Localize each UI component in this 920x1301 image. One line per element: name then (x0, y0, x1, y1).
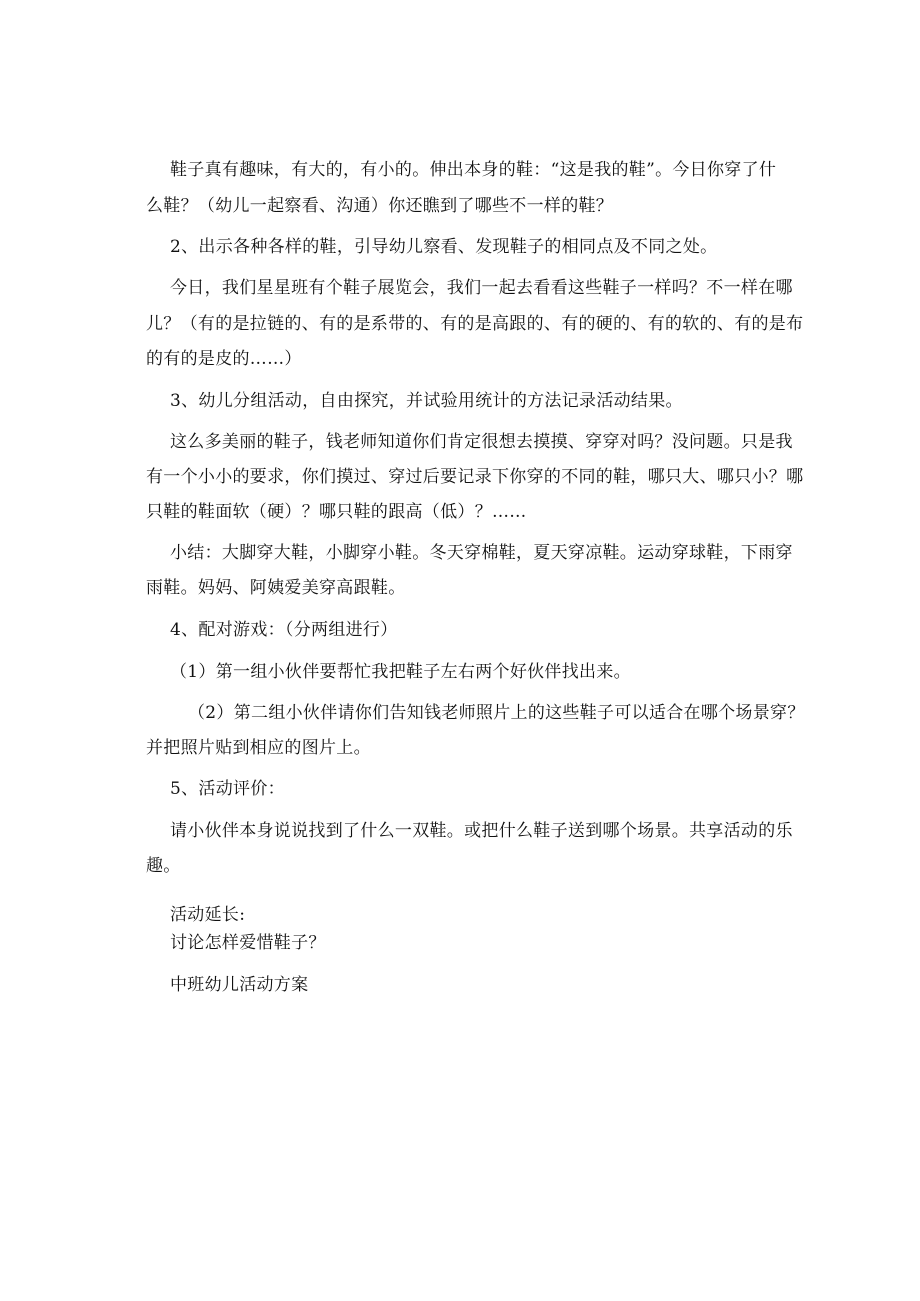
summary-line-2: 雨鞋。妈妈、阿姨爱美穿高跟鞋。 (146, 578, 406, 598)
extension-heading: 活动延长: (170, 905, 246, 925)
step-5-heading: 5、活动评价： (170, 779, 285, 799)
paragraph-exhibition-line-1: 今日，我们星星班有个鞋子展览会，我们一起去看看这些鞋子一样吗？不一样在哪 (170, 278, 793, 298)
step-3-heading: 3、幼儿分组活动，自由探究，并试验用统计的方法记录活动结果。 (170, 391, 683, 411)
evaluation-line-1: 请小伙伴本身说说找到了什么一双鞋。或把什么鞋子送到哪个场景。共享活动的乐 (170, 821, 793, 841)
paragraph-exhibition-line-2: 儿？（有的是拉链的、有的是系带的、有的是高跟的、有的硬的、有的软的、有的是布 (146, 314, 804, 334)
paragraph-explore-line-3: 只鞋的鞋面软（硬）？哪只鞋的跟高（低）？…… (146, 502, 527, 522)
paragraph-intro-line-2: 么鞋？（幼儿一起察看、沟通）你还瞧到了哪些不一样的鞋？ (146, 196, 614, 216)
step-2-heading: 2、出示各种各样的鞋，引导幼儿察看、发现鞋子的相同点及不同之处。 (170, 237, 718, 257)
paragraph-explore-line-2: 有一个小小的要求，你们摸过、穿过后要记录下你穿的不同的鞋，哪只大、哪只小？哪 (146, 467, 804, 487)
evaluation-line-2: 趣。 (146, 856, 181, 876)
summary-line-1: 小结：大脚穿大鞋，小脚穿小鞋。冬天穿棉鞋，夏天穿凉鞋。运动穿球鞋，下雨穿 (170, 543, 793, 563)
paragraph-exhibition-line-3: 的有的是皮的……） (146, 349, 302, 369)
extension-text: 讨论怎样爱惜鞋子？ (170, 933, 326, 953)
paragraph-intro-line-1: 鞋子真有趣味，有大的，有小的。伸出本身的鞋：“这是我的鞋”。今日你穿了什 (170, 160, 777, 180)
game-group-2-line-1: （2）第二组小伙伴请你们告知钱老师照片上的这些鞋子可以适合在哪个场景穿？ (188, 703, 805, 723)
paragraph-explore-line-1: 这么多美丽的鞋子，钱老师知道你们肯定很想去摸摸、穿穿对吗？没问题。只是我 (170, 432, 793, 452)
game-group-1: （1）第一组小伙伴要帮忙我把鞋子左右两个好伙伴找出来。 (170, 662, 631, 682)
step-4-heading: 4、配对游戏：（分两组进行） (170, 620, 398, 640)
game-group-2-line-2: 并把照片贴到相应的图片上。 (146, 738, 371, 758)
footer-title: 中班幼儿活动方案 (170, 975, 309, 995)
